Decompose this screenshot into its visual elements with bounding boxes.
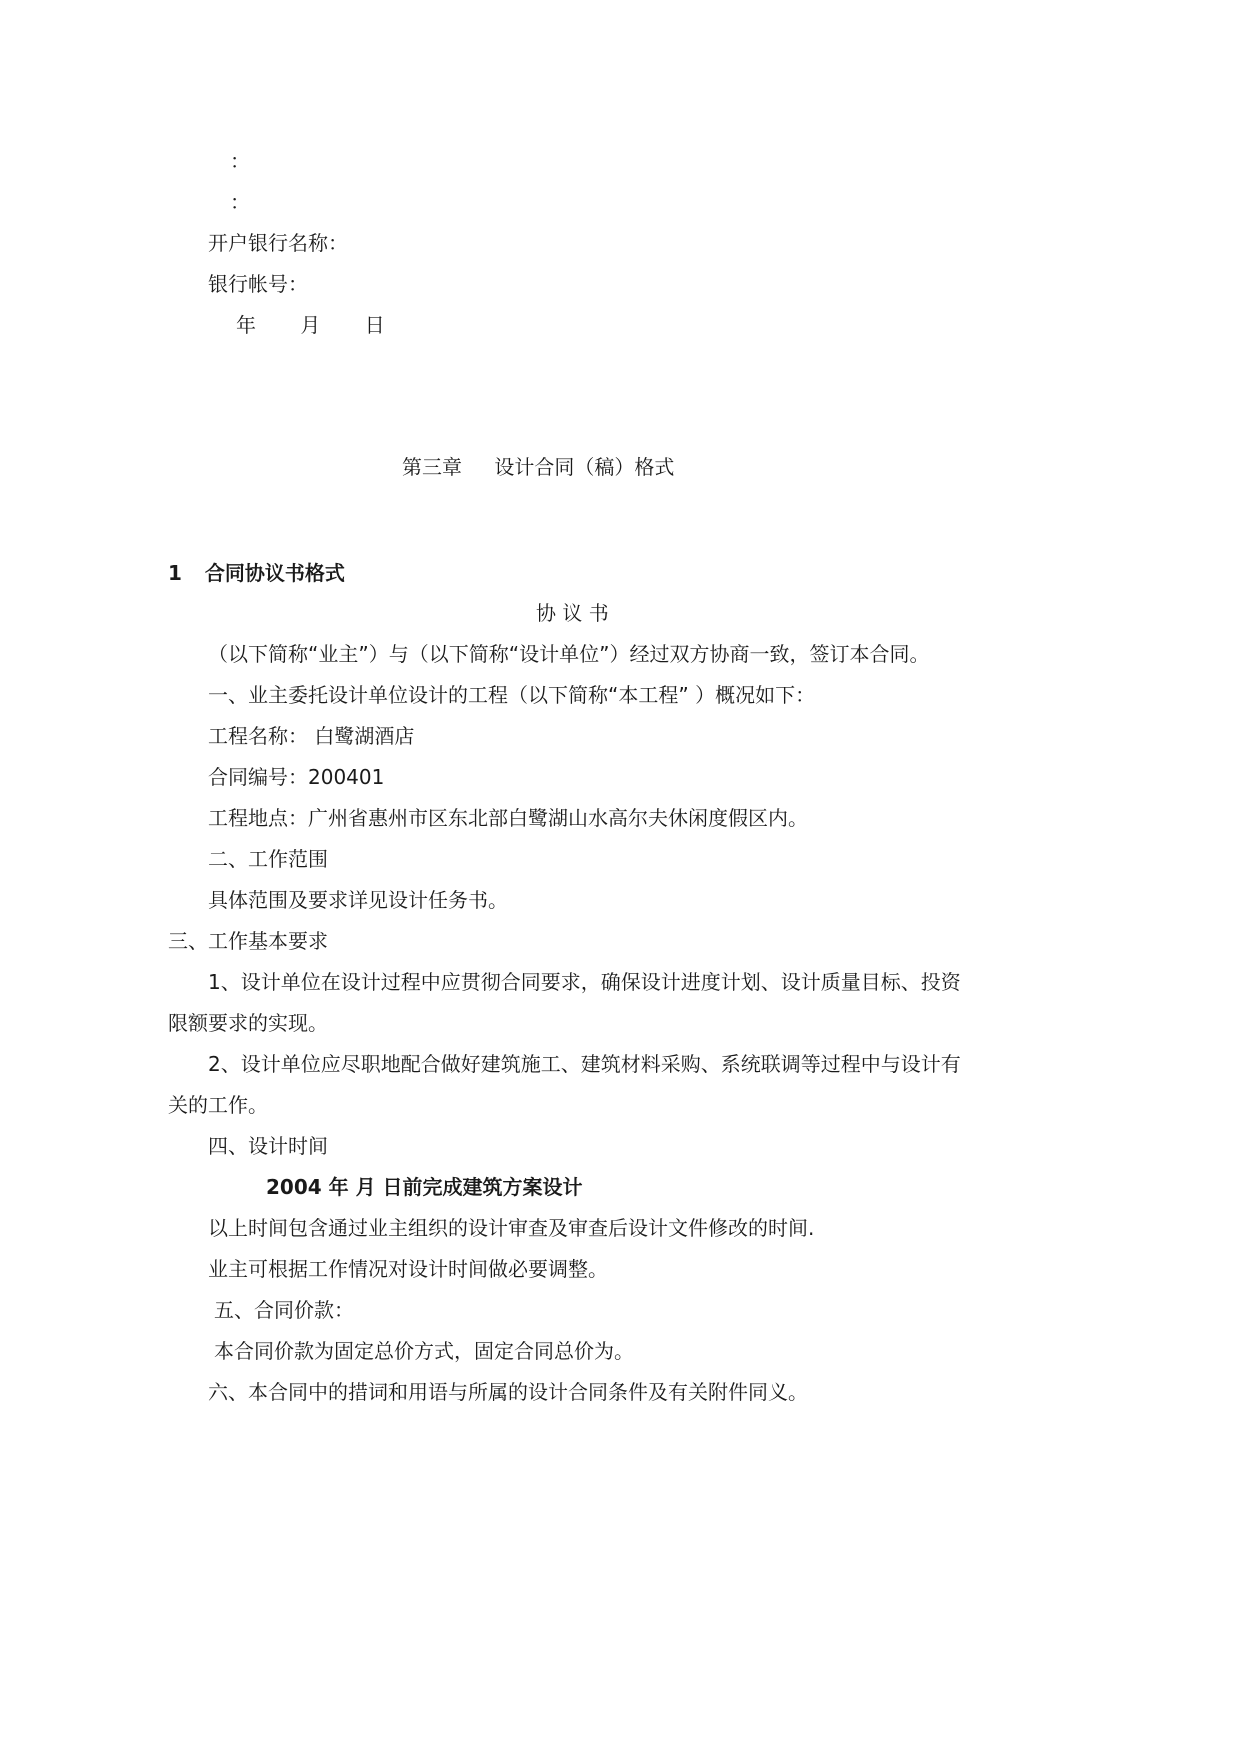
chapter-heading [402,454,674,480]
date-year: 年 [236,313,256,337]
schedule-line: 2004 年 月 日前完成建筑方案设计 [266,1175,583,1199]
date-month: 月 [300,313,321,337]
project-location: 工程地点：广州省惠州市区东北部白鹭湖山水高尔夫休闲度假区内。 [208,806,808,830]
contract-number: 合同编号：200401 [208,765,385,789]
colon-line-2: ： [230,190,250,214]
chapter-title: 设计合同（稿）格式 [494,455,675,479]
item4-note-2: 业主可根据工作情况对设计时间做必要调整。 [208,1257,608,1281]
chapter-number: 第三章 [402,455,462,479]
item5-heading: 五、合同价款： [214,1298,354,1322]
item5-text: 本合同价款为固定总价方式，固定合同总价为。 [214,1339,634,1363]
section-number: 1 [168,561,182,585]
item3-paragraph2-line2: 关的工作。 [168,1093,268,1117]
item1-heading: 一、业主委托设计单位设计的工程（以下简称“本工程” ）概况如下： [208,683,816,707]
item3-paragraph2-line1: 2、设计单位应尽职地配合做好建筑施工、建筑材料采购、系统联调等过程中与设计有 [208,1052,961,1076]
item2-heading: 二、工作范围 [208,847,328,871]
section-heading [168,560,345,586]
item4-heading: 四、设计时间 [208,1134,328,1158]
agreement-intro: （以下简称“业主”）与（以下简称“设计单位”）经过双方协商一致，签订本合同。 [208,642,930,666]
item2-text: 具体范围及要求详见设计任务书。 [208,888,508,912]
project-name: 工程名称： 白鹭湖酒店 [208,724,415,748]
item3-heading: 三、工作基本要求 [168,929,328,953]
colon-line-1: ： [230,149,250,173]
date-day: 日 [364,313,385,337]
bank-name-label: 开户银行名称： [208,231,348,255]
item3-paragraph1-line1: 1、设计单位在设计过程中应贯彻合同要求，确保设计进度计划、设计质量目标、投资 [208,970,961,994]
item3-paragraph1-line2: 限额要求的实现。 [168,1011,328,1035]
agreement-title: 协 议 书 [536,601,609,625]
signature-date [236,312,385,338]
section-title: 合同协议书格式 [204,561,345,585]
item6-text: 六、本合同中的措词和用语与所属的设计合同条件及有关附件同义。 [208,1380,808,1404]
item4-note-1: 以上时间包含通过业主组织的设计审查及审查后设计文件修改的时间. [208,1216,815,1240]
bank-account-label: 银行帐号： [208,272,308,296]
